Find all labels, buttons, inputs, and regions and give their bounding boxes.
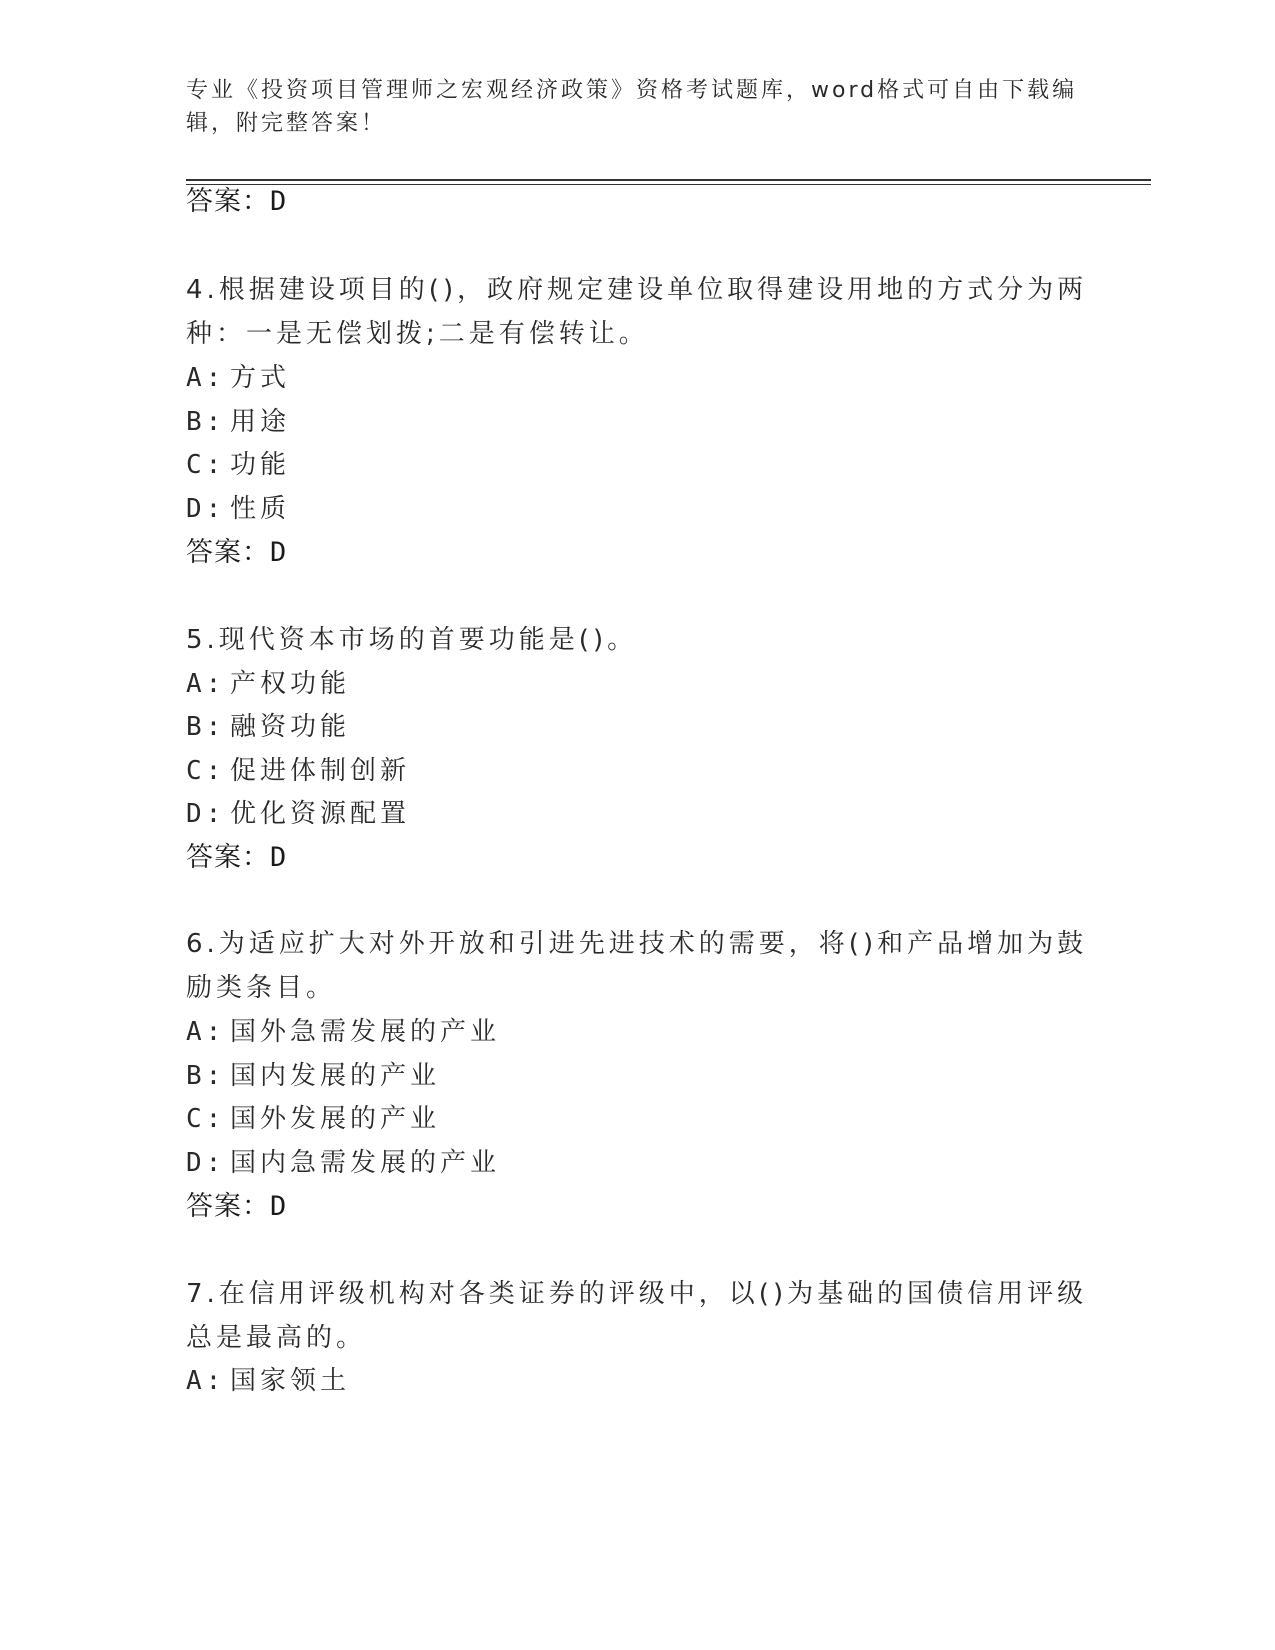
option-key: B: <box>186 712 226 742</box>
option-text: 方式 <box>230 363 291 393</box>
header-line-2: 辑，附完整答案！ <box>186 111 387 136</box>
option-text: 用途 <box>230 407 291 437</box>
option-key: B: <box>186 1061 226 1091</box>
option-key: A: <box>186 669 226 699</box>
document-header <box>186 74 1086 140</box>
question-7-option-a <box>186 1359 1066 1403</box>
question-6-stem-line-1: 6.为适应扩大对外开放和引进先进技术的需要，将()和产品增加为鼓 <box>186 929 1088 959</box>
option-key: D: <box>186 799 226 829</box>
option-text: 国内急需发展的产业 <box>230 1148 501 1178</box>
option-text: 国内发展的产业 <box>230 1061 441 1091</box>
question-4-stem-line-1: 4.根据建设项目的()，政府规定建设单位取得建设用地的方式分为两 <box>186 275 1088 305</box>
option-key: C: <box>186 756 226 786</box>
answer-label: 答案： <box>186 537 270 568</box>
option-text: 国外急需发展的产业 <box>230 1017 501 1047</box>
question-7-stem-line-1: 7.在信用评级机构对各类证券的评级中，以()为基础的国债信用评级 <box>186 1279 1088 1309</box>
option-key: B: <box>186 407 226 437</box>
answer-value: D <box>270 537 288 568</box>
question-4-option-d <box>186 487 1066 531</box>
header-line-1: 专业《投资项目管理师之宏观经济政策》资格考试题库，word格式可自由下载编 <box>186 78 1078 103</box>
question-6-option-b <box>186 1054 1066 1098</box>
question-6-answer <box>186 1185 287 1229</box>
prev-answer <box>186 180 287 224</box>
question-4-stem-line-2: 种：一是无偿划拨;二是有偿转让。 <box>186 319 649 349</box>
answer-label: 答案： <box>186 1191 270 1222</box>
option-text: 国家领土 <box>230 1366 351 1396</box>
option-text: 促进体制创新 <box>230 756 411 786</box>
question-5-option-b <box>186 705 1066 749</box>
answer-label: 答案： <box>186 842 270 873</box>
answer-value: D <box>270 186 288 217</box>
answer-value: D <box>270 1191 288 1222</box>
question-6-option-a <box>186 1010 1066 1054</box>
question-5-option-c <box>186 749 1066 793</box>
option-text: 功能 <box>230 450 291 480</box>
question-6-stem-line-2: 励类条目。 <box>186 973 337 1003</box>
question-5-answer <box>186 836 287 880</box>
option-text: 国外发展的产业 <box>230 1104 441 1134</box>
question-5-option-a <box>186 662 1066 706</box>
option-key: C: <box>186 450 226 480</box>
option-text: 产权功能 <box>230 669 351 699</box>
question-5-option-d <box>186 792 1066 836</box>
option-key: C: <box>186 1104 226 1134</box>
question-4-option-c <box>186 443 1066 487</box>
question-4-answer <box>186 531 287 575</box>
option-text: 性质 <box>230 494 291 524</box>
question-4-option-a <box>186 356 1066 400</box>
question-6-option-c <box>186 1097 1066 1141</box>
option-key: A: <box>186 363 226 393</box>
question-5-stem-line-1: 5.现代资本市场的首要功能是()。 <box>186 625 638 655</box>
option-key: A: <box>186 1017 226 1047</box>
option-key: D: <box>186 1148 226 1178</box>
question-4-option-b <box>186 400 1066 444</box>
option-text: 融资功能 <box>230 712 351 742</box>
header-rule-top <box>186 179 1151 181</box>
option-key: D: <box>186 494 226 524</box>
question-6-option-d <box>186 1141 1066 1185</box>
answer-value: D <box>270 842 288 873</box>
question-7-stem-line-2: 总是最高的。 <box>186 1323 367 1353</box>
option-key: A: <box>186 1366 226 1396</box>
option-text: 优化资源配置 <box>230 799 411 829</box>
answer-label: 答案： <box>186 186 270 217</box>
header-rule-bottom <box>186 184 1151 185</box>
